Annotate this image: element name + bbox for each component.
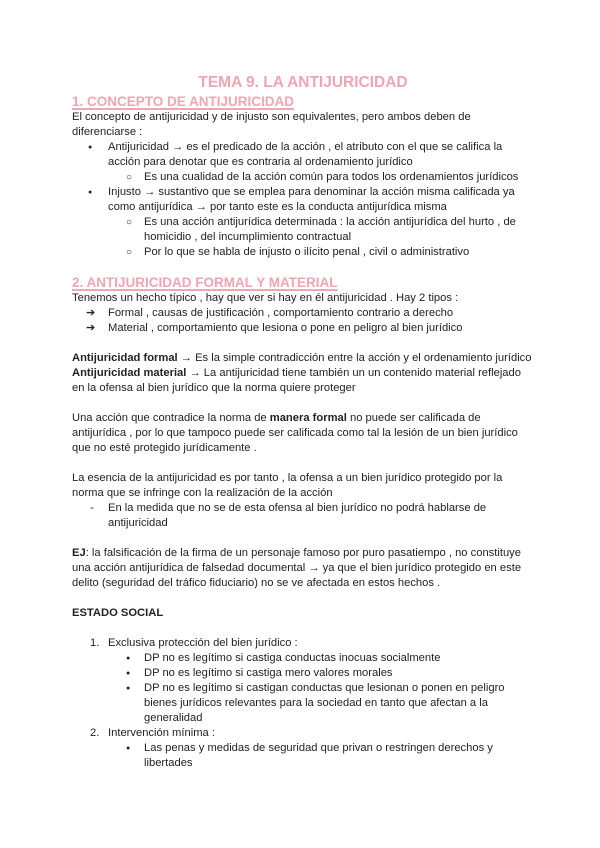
spacer <box>72 336 534 351</box>
spacer <box>72 456 534 471</box>
circle-bullet-icon <box>126 215 140 230</box>
list-item <box>72 726 534 741</box>
list-item <box>72 501 534 531</box>
text-run: no puede ser calificada de antijurídica , por lo que tampoco puede ser calificada como tal la lesión de un bien jurídico que no esté protegido jurídicamente . <box>72 412 518 454</box>
bullet-icon <box>88 140 102 156</box>
list-item <box>72 681 534 726</box>
emphasis-manera-formal: manera formal <box>269 412 347 424</box>
number-marker: 1. <box>90 637 100 649</box>
definition-formal: → Es la simple contradicción entre la acción y el ordenamiento jurídico <box>177 352 532 364</box>
list-item <box>72 741 534 771</box>
list-item <box>72 666 534 681</box>
list-item-text: Intervención mínima : <box>108 727 215 739</box>
section-heading-estado-social: ESTADO SOCIAL <box>72 607 164 619</box>
list-item-text: Formal , causas de justificación , comportamiento contrario a derecho <box>108 307 454 319</box>
paragraph-intro: Tenemos un hecho típico , hay que ver si hay en él antijuricidad . Hay 2 tipos : <box>72 292 459 304</box>
bullet-icon <box>126 741 140 757</box>
number-marker: 2. <box>90 727 100 739</box>
bullet-list-concepto <box>72 140 534 260</box>
spacer <box>72 591 534 606</box>
paragraph-ejemplo <box>72 546 534 591</box>
section-heading-concepto: 1. CONCEPTO DE ANTIJURICIDAD <box>72 94 295 109</box>
list-item <box>72 170 534 185</box>
list-item <box>72 636 534 651</box>
list-item-text: Por lo que se habla de injusto o ilícito penal , civil o administrativo <box>144 246 470 258</box>
bullet-icon <box>88 185 102 201</box>
list-item-text: Las penas y medidas de seguridad que privan o restringen derechos y libertades <box>144 742 493 769</box>
list-item-text: Es una cualidad de la acción común para todos los ordenamientos jurídicos <box>144 171 519 183</box>
text-run: Una acción que contradice la norma de <box>72 412 270 424</box>
circle-bullet-icon <box>126 245 140 260</box>
page-title: TEMA 9. LA ANTIJURICIDAD <box>198 74 408 91</box>
example-label: EJ <box>72 547 86 559</box>
spacer <box>72 396 534 411</box>
paragraph-esencia: La esencia de la antijuricidad es por tanto , la ofensa a un bien jurídico protegido por la norma que se infringe con la realización de la acción <box>72 472 503 499</box>
paragraph-intro: El concepto de antijuricidad y de injusto son equivalentes, pero ambos deben de diferenciarse : <box>72 111 471 138</box>
document-body <box>72 74 534 771</box>
spacer <box>72 260 534 275</box>
example-text: : la falsificación de la firma de un personaje famoso por puro pasatiempo , no constituye una acción antijurídica de falsedad documental → ya que el bien jurídico protegido en este delito (seguridad del tráfico fiduciario) no se ve afectada en estos hechos . <box>72 547 522 589</box>
list-item <box>72 140 534 170</box>
list-item-text: Injusto → sustantivo que se emplea para denominar la acción misma calificada ya como antijurídica → por tanto este es la conducta antijurídica misma <box>108 186 515 213</box>
dash-icon: - <box>90 502 94 514</box>
numbered-list <box>72 636 534 771</box>
list-item-text: DP no es legítimo si castiga conductas inocuas socialmente <box>144 652 441 664</box>
list-item <box>72 185 534 215</box>
paragraph-manera-formal <box>72 411 534 456</box>
paragraph-formal <box>72 351 534 366</box>
list-item-text: En la medida que no se de esta ofensa al bien jurídico no podrá hablarse de antijuricidad <box>108 502 487 529</box>
list-item-text: DP no es legítimo si castigan conductas que lesionan o ponen en peligro bienes jurídicos relevantes para la sociedad en tanto que afectan a la generalidad <box>144 682 505 724</box>
list-item <box>72 306 534 321</box>
dash-list <box>72 501 534 531</box>
bullet-icon <box>126 666 140 682</box>
definition-material: → La antijuricidad tiene también un un contenido material reflejado en la ofensa al bien jurídico que la norma quiere proteger <box>72 367 521 394</box>
arrow-icon: ➔ <box>86 322 96 334</box>
list-item <box>72 215 534 245</box>
arrow-list <box>72 306 534 336</box>
arrow-icon: ➔ <box>86 307 96 319</box>
list-item <box>72 651 534 666</box>
bullet-icon <box>126 651 140 667</box>
list-item-text: Material , comportamiento que lesiona o pone en peligro al bien jurídico <box>108 322 463 334</box>
list-item-text: Antijuricidad → es el predicado de la acción , el atributo con el que se califica la acción para denotar que es contraria al ordenamiento jurídico <box>108 141 503 168</box>
list-item <box>72 321 534 336</box>
list-item-text: Es una acción antijurídica determinada : la acción antijurídica del hurto , de homicidio , del incumplimiento contractual <box>144 216 516 243</box>
term-formal: Antijuricidad formal <box>72 352 178 364</box>
circle-bullet-icon <box>126 170 140 185</box>
spacer <box>72 531 534 546</box>
spacer <box>72 621 534 636</box>
section-heading-formal-material: 2. ANTIJURICIDAD FORMAL Y MATERIAL <box>72 275 338 290</box>
list-item <box>72 245 534 260</box>
paragraph-material <box>72 366 534 396</box>
list-item-text: DP no es legítimo si castiga mero valores morales <box>144 667 393 679</box>
list-item-text: Exclusiva protección del bien jurídico : <box>108 637 298 649</box>
bullet-icon <box>126 681 140 697</box>
term-material: Antijuricidad material <box>72 367 187 379</box>
